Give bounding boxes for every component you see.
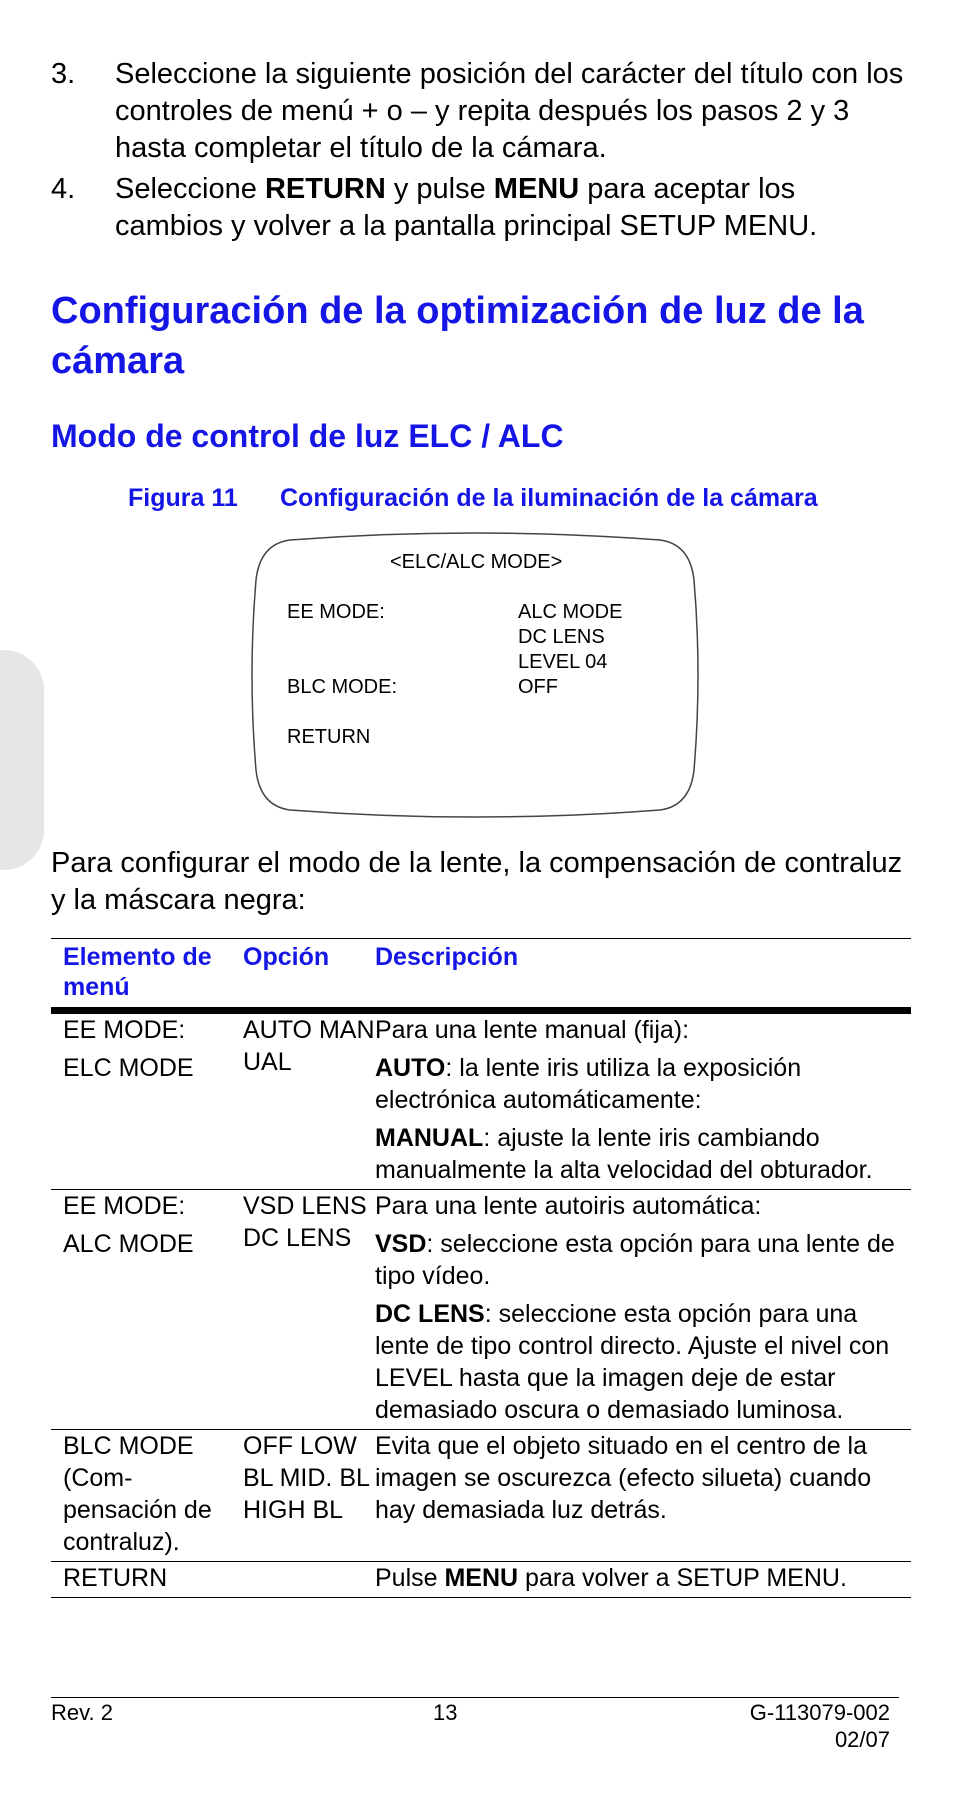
table-row [51,1562,911,1598]
row-option: AUTO MANUAL [243,1016,375,1076]
step-text-part: y pulse [385,173,494,205]
row-desc-bold: MENU [444,1564,519,1592]
row-item: ALC MODE [63,1230,194,1258]
figure-number: Figura 11 [128,484,238,512]
row-desc-text: : ajuste la lente iris cambiando manualmente la alta velocidad del obturador. [375,1124,873,1184]
row-desc-text: : seleccione esta opción para una lente de tipo control directo. Ajuste el nivel con LEVEL hasta que la imagen deje de estar demasiado oscura o demasiado luminosa. [375,1300,890,1424]
subsection-title: Modo de control de luz ELC / ALC [51,418,564,454]
row-desc-text: : la lente iris utiliza la exposición electrónica automáticamente: [375,1054,802,1114]
osd-blc-value: OFF [518,676,558,698]
row-desc: Para una lente autoiris automática: [375,1192,762,1220]
doc-date: 02/07 [834,1727,890,1752]
step-number: 4. [51,173,76,205]
monitor-screen [250,530,700,820]
row-desc-bold: VSD [375,1230,427,1258]
header-description: Descripción [375,943,519,971]
figure-caption [128,484,818,513]
row-option: VSD LENS DC LENS [243,1192,367,1252]
step-list [51,56,911,245]
footer-revision: Rev. 2 [51,1700,113,1725]
row-desc-text: Pulse [375,1564,445,1592]
row-desc-bold: MANUAL [375,1124,484,1152]
row-desc [375,1122,911,1186]
row-desc [375,1052,911,1116]
figure-caption-text: Configuración de la iluminación de la cámara [280,484,818,512]
osd-ee-mode-label: EE MODE: [287,601,385,623]
osd-ee-value-1: ALC MODE [518,601,623,623]
osd-ee-value-3: LEVEL 04 [518,651,608,673]
step-bold-menu: MENU [493,173,580,205]
step-text [115,171,911,245]
row-desc: Evita que el objeto situado en el centro de la imagen se oscurezca (efecto silueta) cuando hay demasiada luz detrás. [375,1432,872,1524]
step-3 [51,56,911,167]
row-desc-bold: AUTO [375,1054,446,1082]
row-desc [375,1228,911,1292]
step-text-part: Seleccione [115,173,265,205]
section-title: Configuración de la optimización de luz de la cámara [51,290,864,382]
osd-title: <ELC/ALC MODE> [390,551,563,573]
row-item: ELC MODE [63,1054,194,1082]
row-desc [375,1562,911,1594]
step-text: Seleccione la siguiente posición del carácter del título con los controles de menú + o – y repita después los pasos 2 y 3 hasta completar el título de la cámara. [115,58,904,164]
row-option: OFF LOW BL MID. BL HIGH BL [243,1432,369,1524]
osd-ee-value-2: DC LENS [518,626,605,648]
intro-paragraph: Para configurar el modo de la lente, la compensación de contraluz y la máscara negra: [51,847,903,916]
header-option: Opción [243,943,330,971]
osd-return: RETURN [287,726,371,748]
table-header [51,939,911,1014]
doc-number: G-113079-002 [749,1700,890,1725]
header-item: Elemento de menú [63,943,212,1001]
osd-blc-mode-label: BLC MODE: [287,676,398,698]
row-option [243,1562,375,1594]
step-bold-return: RETURN [264,173,386,205]
row-item: BLC MODE (Com- pensación de contraluz). [63,1432,212,1556]
row-item: RETURN [63,1564,168,1592]
row-item: EE MODE: [63,1192,186,1220]
row-desc [375,1298,911,1426]
table-row [51,1430,911,1562]
row-item: EE MODE: [63,1016,186,1044]
page-number: 13 [433,1700,458,1725]
step-4 [51,171,911,245]
page-edge-tab [0,650,44,870]
row-desc: Para una lente manual (fija): [375,1016,690,1044]
menu-table [51,938,911,1598]
row-desc-text: para volver a SETUP MENU. [518,1564,847,1592]
footer-rule [51,1697,899,1698]
step-number: 3. [51,58,76,90]
table-row [51,1014,911,1190]
row-desc-bold: DC LENS [375,1300,485,1328]
footer-doc-id [700,1699,890,1753]
step-text-part: para aceptar los cambios y volver a la pantalla principal SETUP MENU. [115,173,818,242]
row-desc-text: : seleccione esta opción para una lente de tipo vídeo. [375,1230,895,1290]
table-row [51,1190,911,1430]
